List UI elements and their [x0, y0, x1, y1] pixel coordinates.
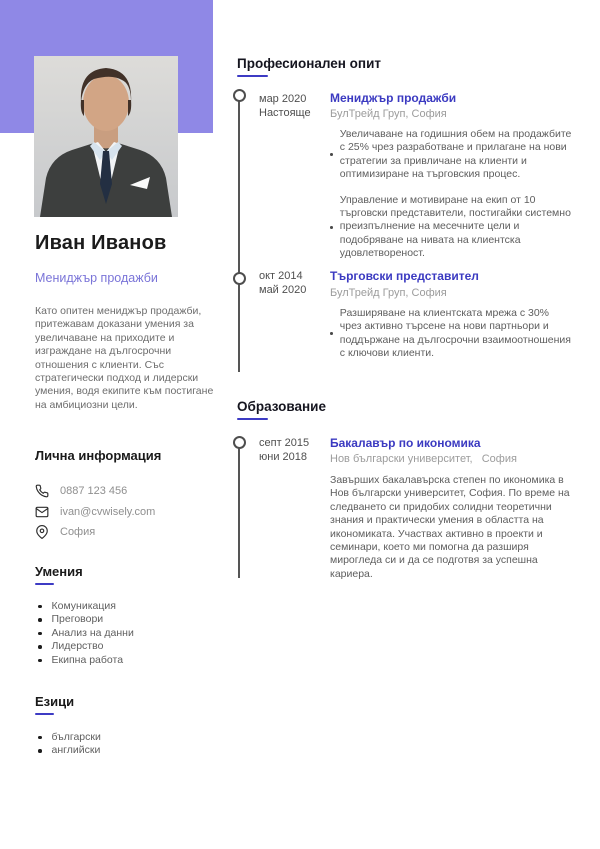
bullet-dot-icon	[38, 618, 42, 622]
bullet-dot-icon	[330, 332, 333, 335]
contact-email-row	[35, 502, 215, 523]
timeline-marker	[233, 436, 246, 449]
education-degree: Бакалавър по икономика	[330, 436, 481, 450]
languages-list	[35, 731, 101, 758]
education-date-end: юни 2018	[259, 450, 307, 463]
experience-heading-underline	[237, 75, 268, 77]
portrait-illustration	[34, 56, 178, 217]
job-dates	[259, 270, 327, 297]
skill-item	[35, 627, 134, 640]
language-item	[35, 744, 101, 757]
skills-list	[35, 600, 134, 667]
job-date-start: окт 2014	[259, 270, 303, 282]
job-bullet	[330, 307, 573, 361]
job-bullet	[330, 128, 573, 182]
education-heading-label: Образование	[237, 399, 326, 414]
skills-heading-label: Умения	[35, 564, 83, 579]
bullet-dot-icon	[38, 749, 42, 753]
contact-list	[35, 481, 215, 543]
bullet-dot-icon	[330, 153, 333, 156]
job-company: БулТрейд Груп, София	[330, 108, 447, 120]
timeline-marker	[233, 272, 246, 285]
bullet-dot-icon	[330, 226, 333, 229]
bullet-dot-icon	[38, 632, 42, 636]
bullet-dot-icon	[38, 736, 42, 740]
skill-label: Комуникация	[51, 600, 116, 612]
skill-item	[35, 640, 134, 653]
job-title: Търговски представител	[330, 269, 479, 283]
job-bullets	[330, 307, 573, 373]
job-bullets	[330, 128, 573, 273]
map-pin-icon	[35, 525, 49, 539]
contact-phone-row	[35, 481, 215, 502]
education-heading-underline	[237, 418, 268, 420]
languages-heading-label: Езици	[35, 694, 75, 709]
experience-heading-label: Професионален опит	[237, 56, 381, 71]
phone-icon	[35, 484, 49, 498]
education-dates	[259, 437, 327, 464]
job-bullet-text: Разширяване на клиентската мрежа с 30% чрез активно търсене на нови партньори и поддържане на дългосрочни взаимоотношения с ключови клиенти.	[339, 307, 571, 360]
contact-location-row	[35, 522, 215, 543]
location-text: София	[60, 526, 96, 539]
candidate-name: Иван Иванов	[35, 232, 167, 254]
language-item	[35, 731, 101, 744]
skill-label: Екипна работа	[51, 653, 124, 666]
skill-label: Лидерство	[51, 640, 104, 653]
job-dates	[259, 93, 327, 120]
timeline-line	[238, 448, 240, 578]
education-school: Нов български университет, София	[330, 453, 517, 465]
skill-item	[35, 654, 134, 667]
personal-info-heading: Лична информация	[35, 448, 162, 463]
timeline-marker	[233, 89, 246, 102]
job-date-end: май 2020	[259, 283, 307, 296]
profile-photo	[34, 56, 178, 217]
bullet-dot-icon	[38, 659, 42, 663]
job-company: БулТрейд Груп, София	[330, 287, 447, 299]
bullet-dot-icon	[38, 645, 42, 649]
envelope-icon	[35, 505, 49, 519]
bullet-dot-icon	[38, 605, 42, 609]
job-title: Мениджър продажби	[330, 91, 457, 105]
skill-item	[35, 600, 134, 613]
profile-summary: Като опитен мениджър продажби, притежавам доказани умения за увеличаване на приходите и изграждане на дългосрочни отношения с клиенти. Със стратегически подход и лидерски умения, водя екипите към постигане на амбициозни цели.	[35, 305, 214, 411]
job-bullet-text: Управление и мотивиране на екип от 10 търговски представители, постигайки системно преизпълнение на месечните цели и подобряване на нивата на клиентска удовлетвореност.	[339, 193, 571, 260]
skills-heading-underline	[35, 583, 54, 585]
language-label: български	[51, 731, 101, 743]
languages-heading-underline	[35, 713, 54, 715]
email-address: ivan@cvwisely.com	[60, 505, 156, 518]
skill-item	[35, 613, 134, 626]
experience-heading	[237, 56, 381, 77]
education-description: Завърших бакалавърска степен по икономика в Нов български университет, София. По време на следването си придобих солидни теоретични знания и практически умения в областта на икономиката. Участвах активно в проекти и семинари, което ми помогна да разширя мирогледа си и да се подготвя за успешна кариера.	[330, 474, 570, 580]
education-date-start: септ 2015	[259, 437, 310, 449]
job-bullet	[330, 194, 573, 261]
job-date-end: Настояще	[259, 106, 311, 119]
skill-label: Преговори	[51, 613, 104, 626]
languages-heading	[35, 694, 74, 715]
language-label: английски	[51, 744, 101, 757]
skills-heading	[35, 564, 83, 585]
job-date-start: мар 2020	[259, 93, 307, 105]
job-bullet-text: Увеличаване на годишния обем на продажбите с 25% чрез разработване и прилагане на нови стратегии за привличане на клиенти и оптимизиране на търговския процес.	[339, 128, 572, 181]
education-heading	[237, 399, 326, 420]
skill-label: Анализ на данни	[51, 626, 134, 639]
candidate-title: Мениджър продажби	[35, 271, 158, 285]
phone-number: 0887 123 456	[60, 485, 128, 498]
timeline-line	[238, 101, 240, 372]
